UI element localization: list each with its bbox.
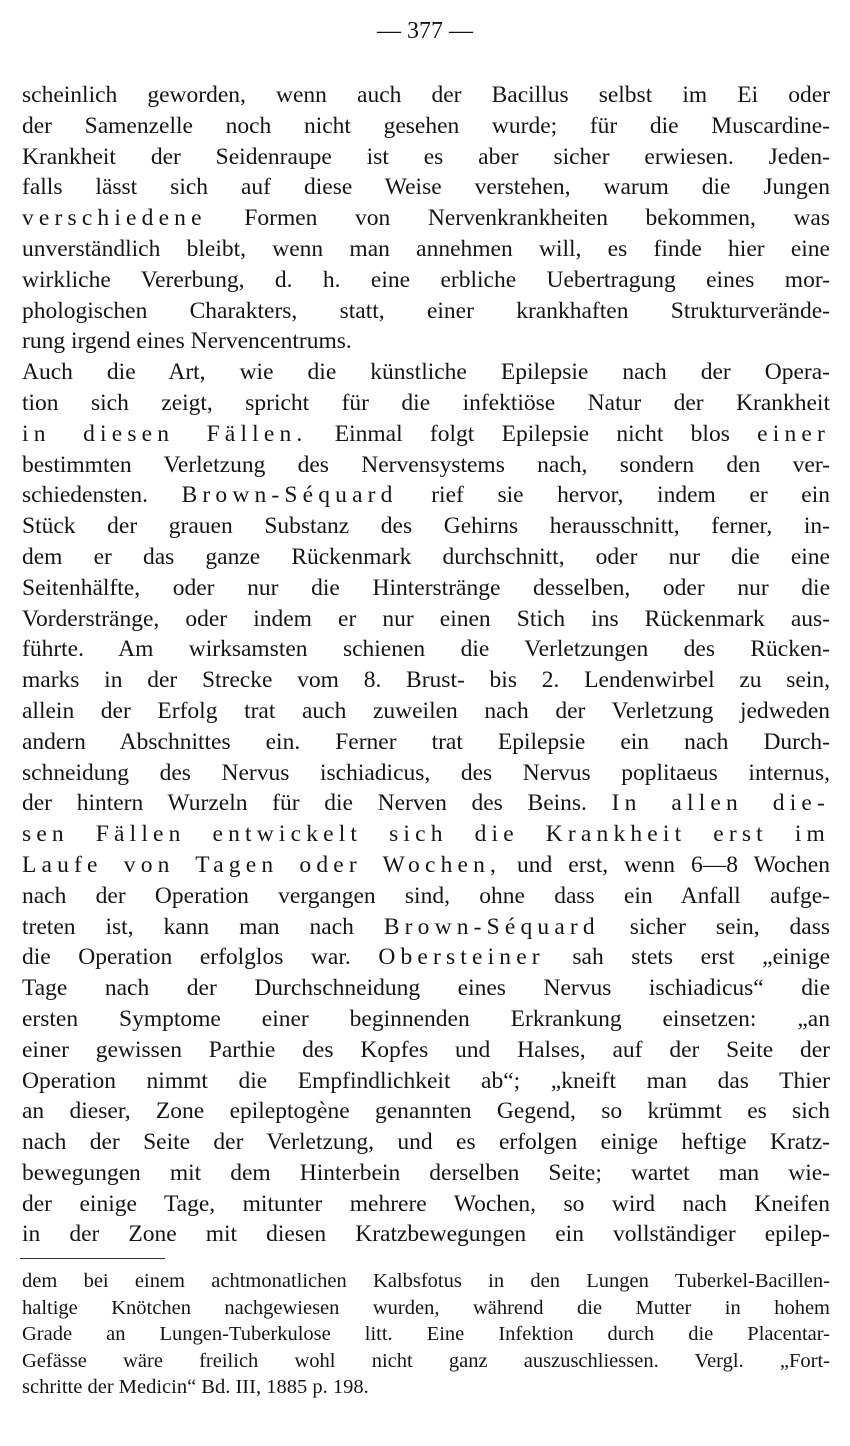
spaced-emphasis: Brown-Séquard bbox=[181, 482, 398, 509]
text-run: scheinlich geworden, wenn auch der Bacillus selbst im Ei oder bbox=[22, 82, 830, 108]
footnote-line: schritte der Medicin“ Bd. III, 1885 p. 198. bbox=[22, 1376, 369, 1398]
text-run: dem er das ganze Rückenmark durchschnitt, oder nur die eine bbox=[22, 543, 830, 570]
text-line bbox=[22, 511, 830, 542]
text-run: Stück der grauen Substanz des Gehirns herausschnitt, ferner, in- bbox=[22, 513, 830, 540]
text-run: einer gewissen Parthie des Kopfes und Halses, auf der Seite der bbox=[22, 1036, 830, 1063]
text-line bbox=[22, 80, 830, 111]
text-run: ersten Symptome einer beginnenden Erkrankung einsetzen: „an bbox=[22, 1005, 830, 1032]
page-number: — 377 — bbox=[377, 18, 473, 44]
footnote-line: haltige Knötchen nachgewiesen wurden, während die Mutter in hohem bbox=[22, 1296, 830, 1319]
text-line bbox=[22, 265, 830, 296]
text-line bbox=[22, 819, 830, 850]
text-run: der hintern Wurzeln für die Nerven des Beins. bbox=[22, 790, 612, 817]
text-run: Krankheit der Seidenraupe ist es aber sicher erwiesen. Jeden- bbox=[22, 143, 830, 170]
text-line bbox=[22, 1127, 830, 1158]
text-run: Operation nimmt die Empfindlichkeit ab“; „kneift man das Thier bbox=[22, 1067, 830, 1094]
spaced-emphasis: Brown-Séquard bbox=[383, 913, 600, 940]
text-line bbox=[22, 696, 830, 727]
footnote bbox=[22, 1268, 830, 1401]
spaced-emphasis: In allen die- bbox=[611, 790, 830, 817]
spaced-emphasis: in diesen Fällen. bbox=[22, 420, 308, 447]
footnote-line: Gefässe wäre freilich wohl nicht ganz auszuschliessen. Vergl. „Fort- bbox=[22, 1349, 830, 1372]
footnote-divider bbox=[20, 1258, 165, 1259]
text-line bbox=[22, 665, 830, 696]
text-run: unverständlich bleibt, wenn man annehmen will, es finde hier eine bbox=[22, 235, 830, 262]
spaced-emphasis: verschiedene bbox=[22, 205, 207, 232]
text-line bbox=[22, 542, 830, 573]
text-run: falls lässt sich auf diese Weise verstehen, warum die Jungen bbox=[22, 174, 830, 201]
text-line bbox=[22, 234, 830, 265]
text-line bbox=[22, 850, 830, 881]
text-line bbox=[22, 357, 830, 388]
text-run: Auch die Art, wie die künstliche Epilepsie nach der Opera- bbox=[22, 359, 830, 386]
text-line bbox=[22, 388, 830, 419]
text-run: Formen von Nervenkrankheiten bekommen, was bbox=[206, 205, 830, 232]
text-line bbox=[22, 912, 830, 943]
text-line bbox=[22, 573, 830, 604]
text-run: Vorderstränge, oder indem er nur einen Stich ins Rückenmark aus- bbox=[22, 605, 830, 632]
text-run: in der Zone mit diesen Kratzbewegungen ein vollständiger epilep- bbox=[22, 1221, 830, 1248]
text-run: allein der Erfolg trat auch zuweilen nach der Verletzung jedweden bbox=[22, 697, 830, 724]
text-line bbox=[22, 480, 830, 511]
text-run: rung irgend eines Nervencentrums. bbox=[22, 328, 352, 355]
text-run: führte. Am wirksamsten schienen die Verletzungen des Rücken- bbox=[22, 636, 830, 663]
text-run: bestimmten Verletzung des Nervensystems nach, sondern den ver- bbox=[22, 451, 830, 478]
text-run: marks in der Strecke vom 8. Brust- bis 2. Lendenwirbel zu sein, bbox=[22, 667, 830, 694]
text-run: rief sie hervor, indem er ein bbox=[397, 482, 831, 509]
text-line bbox=[22, 1219, 830, 1250]
spaced-emphasis: Obersteiner bbox=[378, 944, 545, 971]
text-line bbox=[22, 1004, 830, 1035]
text-line bbox=[22, 142, 830, 173]
text-line bbox=[22, 1035, 830, 1066]
text-run: nach der Operation vergangen sind, ohne dass ein Anfall aufge- bbox=[22, 882, 830, 909]
spaced-emphasis: Laufe von Tagen oder Wochen, bbox=[22, 851, 502, 878]
text-run: schneidung des Nervus ischiadicus, des Nervus poplitaeus internus, bbox=[22, 759, 830, 786]
text-line bbox=[22, 942, 830, 973]
text-line bbox=[22, 203, 830, 234]
spaced-emphasis: einer bbox=[757, 420, 830, 447]
text-run: sah stets erst „einige bbox=[544, 944, 830, 971]
text-run: Tage nach der Durchschneidung eines Nervus ischiadicus“ die bbox=[22, 975, 830, 1002]
text-run: Seitenhälfte, oder nur die Hinterstränge desselben, oder nur die bbox=[22, 574, 830, 601]
text-line bbox=[22, 881, 830, 912]
text-run: die Operation erfolglos war. bbox=[22, 944, 379, 971]
text-line bbox=[22, 788, 830, 819]
text-line bbox=[22, 1066, 830, 1097]
text-line bbox=[22, 111, 830, 142]
text-line bbox=[22, 326, 830, 357]
text-line bbox=[22, 296, 830, 327]
text-line bbox=[22, 973, 830, 1004]
text-run: Einmal folgt Epilepsie nicht blos bbox=[307, 420, 758, 447]
spaced-emphasis: sen Fällen entwickelt sich die Krankheit erst im bbox=[22, 821, 830, 848]
text-line bbox=[22, 419, 830, 450]
text-run: an dieser, Zone epileptogène genannten Gegend, so krümmt es sich bbox=[22, 1098, 830, 1125]
text-line bbox=[22, 634, 830, 665]
text-line bbox=[22, 1158, 830, 1189]
text-line bbox=[22, 604, 830, 635]
footnote-line: Grade an Lungen-Tuberkulose litt. Eine Infektion durch die Placentar- bbox=[22, 1323, 830, 1345]
text-run: der Samenzelle noch nicht gesehen wurde; für die Muscardine- bbox=[22, 112, 830, 139]
text-run: andern Abschnittes ein. Ferner trat Epilepsie ein nach Durch- bbox=[22, 728, 830, 755]
text-run: wirkliche Vererbung, d. h. eine erbliche Uebertragung eines mor- bbox=[22, 266, 830, 293]
footnote-line: dem bei einem achtmonatlichen Kalbsfotus in den Lungen Tuberkel-Bacillen- bbox=[22, 1270, 830, 1292]
text-run: treten ist, kann man nach bbox=[22, 913, 384, 940]
text-run: der einige Tage, mitunter mehrere Wochen, so wird nach Kneifen bbox=[22, 1190, 830, 1217]
text-line bbox=[22, 450, 830, 481]
text-run: phologischen Charakters, statt, einer krankhaften Strukturverände- bbox=[22, 297, 830, 324]
text-line bbox=[22, 1189, 830, 1220]
text-line bbox=[22, 1096, 830, 1127]
text-line bbox=[22, 172, 830, 203]
body-text bbox=[22, 80, 830, 1250]
text-run: tion sich zeigt, spricht für die infektiöse Natur der Krankheit bbox=[22, 389, 830, 416]
text-run: sicher sein, dass bbox=[599, 913, 831, 940]
text-line bbox=[22, 758, 830, 789]
text-run: und erst, wenn 6—8 Wochen bbox=[501, 851, 830, 878]
text-run: nach der Seite der Verletzung, und es erfolgen einige heftige Kratz- bbox=[22, 1129, 830, 1156]
text-run: schiedensten. bbox=[22, 482, 182, 509]
text-run: bewegungen mit dem Hinterbein derselben Seite; wartet man wie- bbox=[22, 1159, 830, 1186]
text-line bbox=[22, 727, 830, 758]
